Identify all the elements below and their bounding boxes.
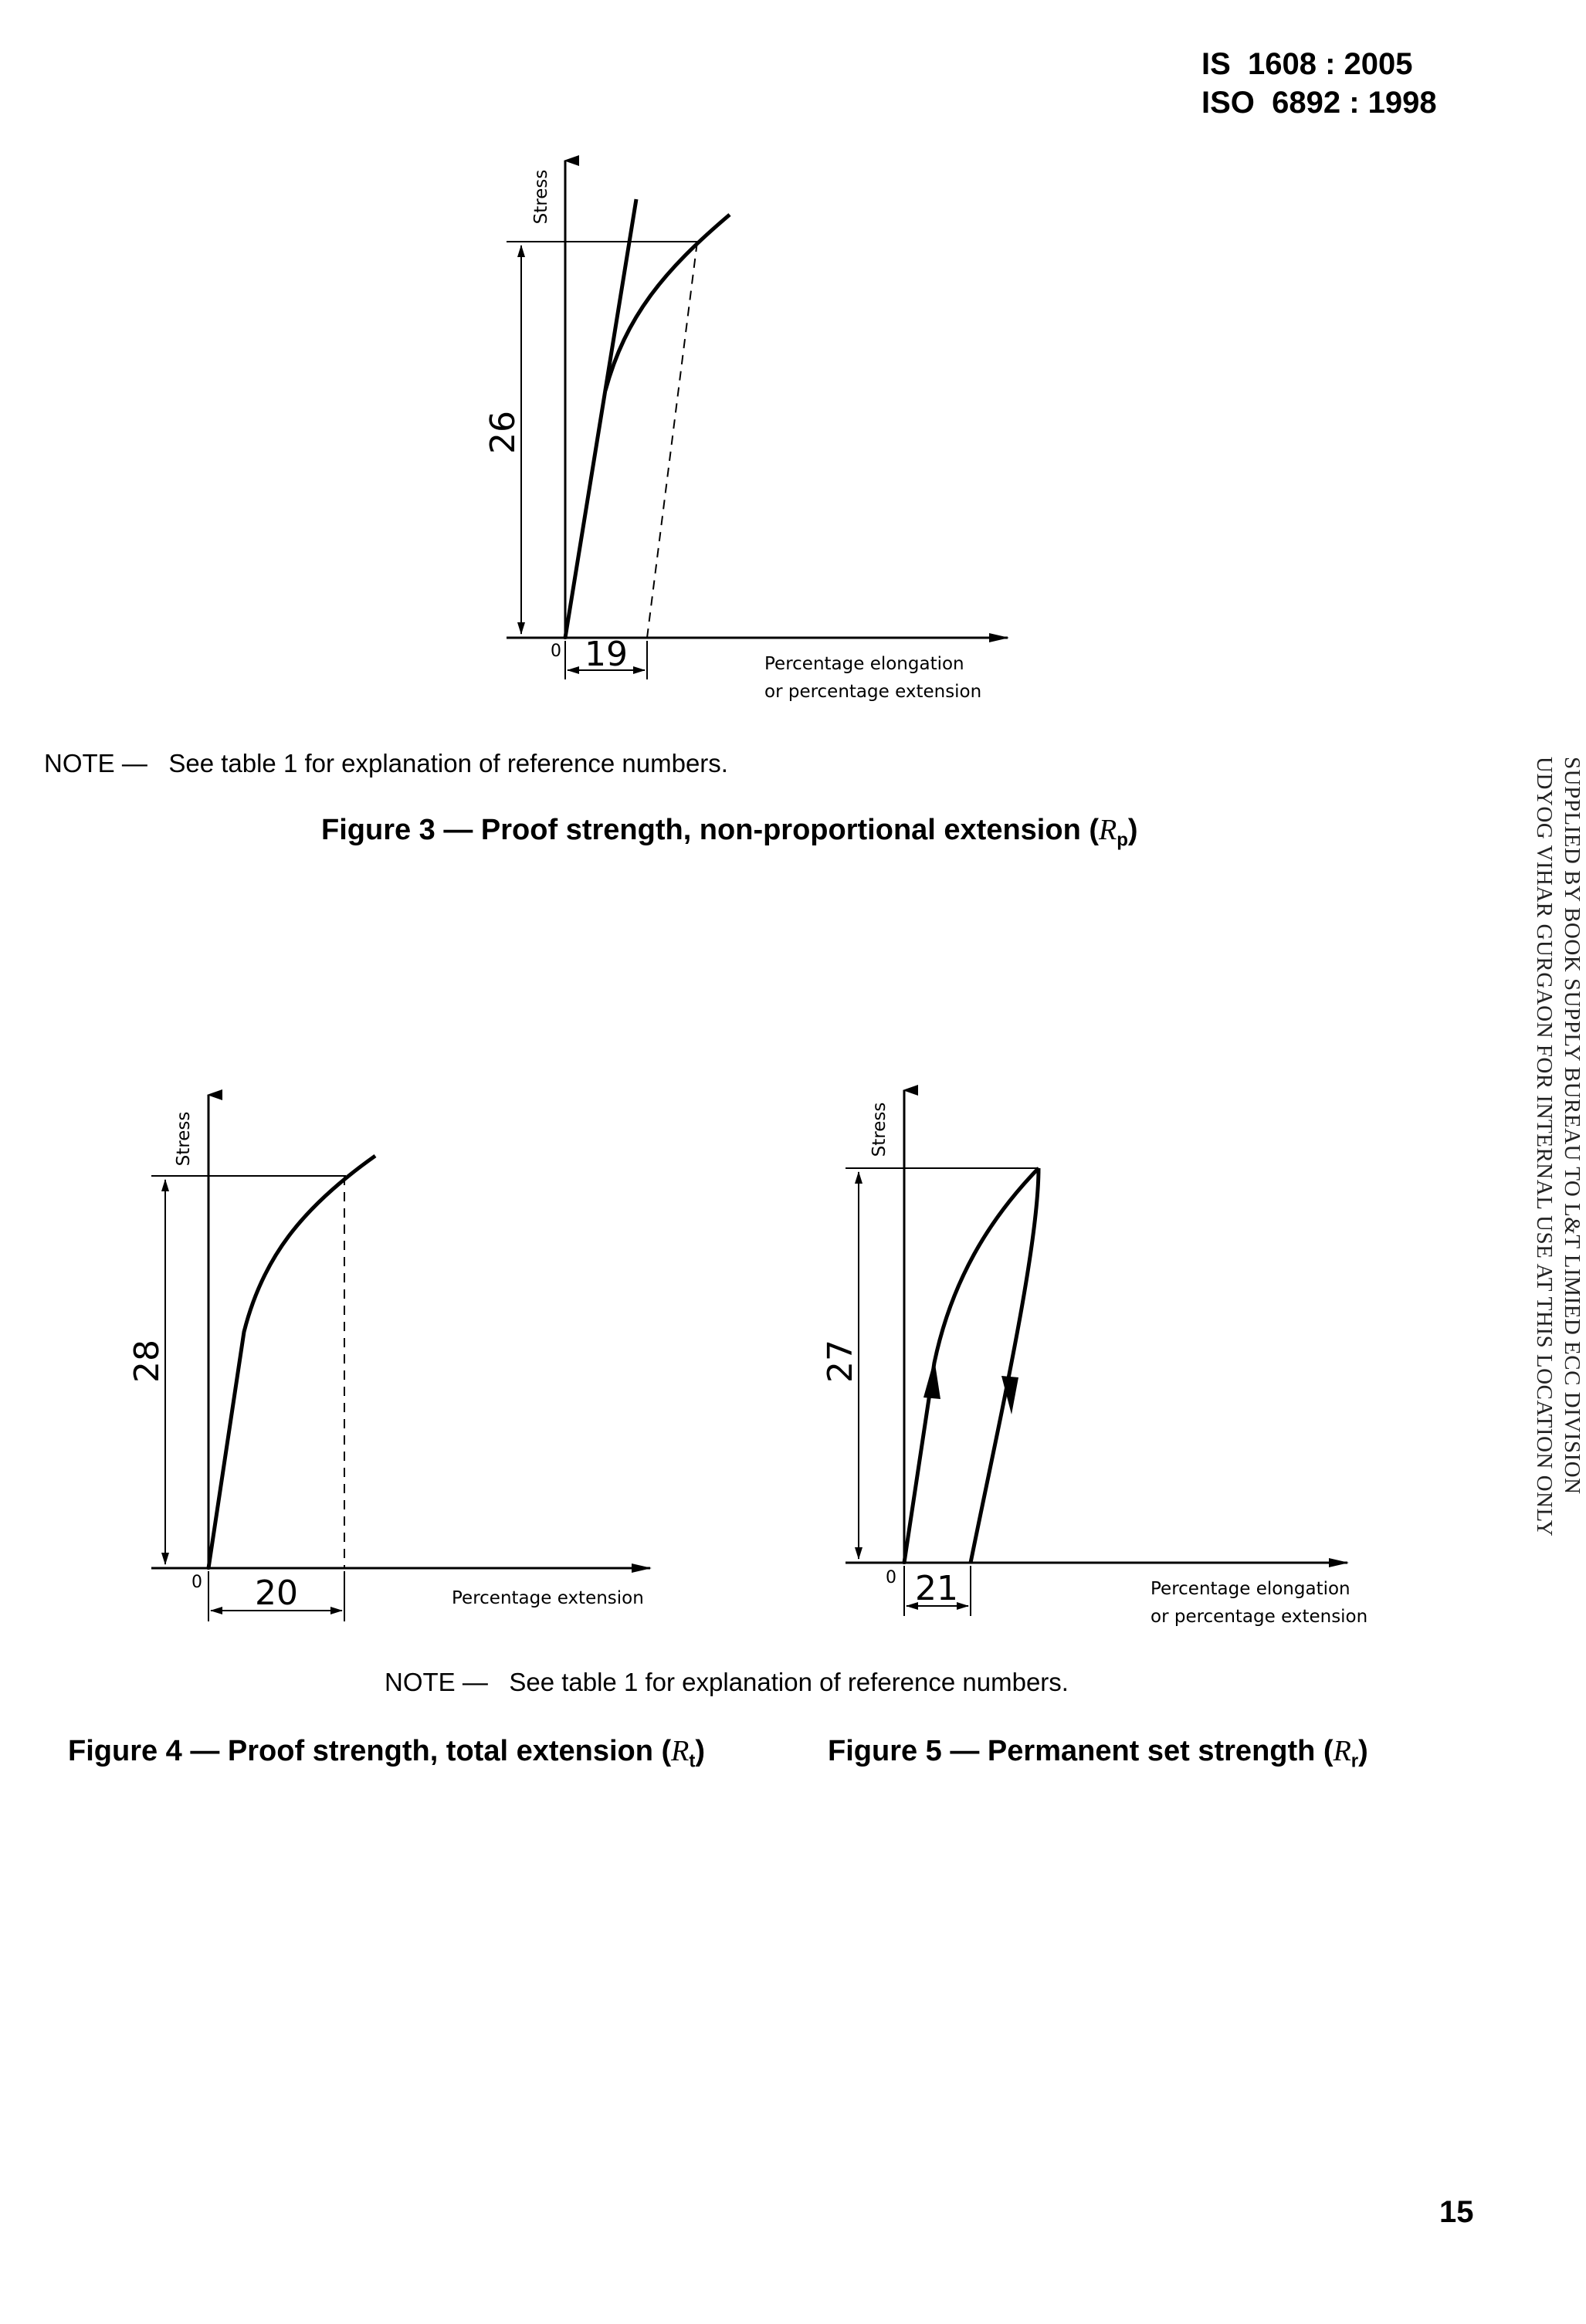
figure-4-caption-subscript: t (689, 1750, 696, 1772)
figure-5-caption-close: ) (1358, 1735, 1368, 1767)
figure-5-caption (828, 1733, 1368, 1780)
fig5-origin-label: 0 (886, 1568, 896, 1587)
standard-iso-number: ISO 6892 : 1998 (1201, 86, 1437, 120)
figure-5-caption-subscript: r (1350, 1750, 1359, 1772)
fig5-unloading-line (971, 1168, 1039, 1563)
fig3-dim-horizontal-number: 19 (585, 635, 628, 674)
fig3-dim-vertical-number: 26 (483, 411, 523, 454)
figure-3-caption-close: ) (1127, 814, 1138, 846)
fig3-proportional-line (565, 199, 636, 638)
fig4-y-axis-label: Stress (174, 1111, 194, 1167)
page-number: 15 (1439, 2195, 1474, 2229)
standard-is-number: IS 1608 : 2005 (1201, 47, 1413, 81)
fig5-dim-vertical-number: 27 (821, 1340, 860, 1383)
figure-4-caption-text: Figure 4 — Proof strength, total extension ( (68, 1735, 672, 1767)
fig3-x-axis-label-line2: or percentage extension (764, 682, 982, 702)
fig5-x-axis-label-line1: Percentage elongation (1151, 1579, 1350, 1599)
fig5-dim-horizontal-number: 21 (915, 1569, 958, 1608)
figure-4-caption (68, 1733, 705, 1780)
fig3-offset-dashed-line (647, 242, 697, 638)
fig4-origin-label: 0 (191, 1573, 202, 1592)
figure-4-caption-close: ) (695, 1735, 706, 1767)
fig3-origin-label: 0 (551, 642, 561, 661)
figure-3-caption (321, 812, 1138, 859)
fig5-loading-curve (904, 1168, 1039, 1563)
supply-notice-sidebar (1530, 757, 1586, 1536)
fig4-dim-vertical-number: 28 (127, 1340, 167, 1383)
fig5-x-axis-label-line2: or percentage extension (1151, 1607, 1368, 1627)
figure-3 (483, 161, 1008, 702)
figure-4 (127, 1095, 650, 1621)
figure-5 (821, 1090, 1367, 1627)
figure-4-caption-symbol: R (671, 1735, 690, 1767)
figure-5-caption-symbol: R (1333, 1735, 1351, 1767)
supply-notice-line2: UDYOG VIHAR GURGAON FOR INTERNAL USE AT THIS LOCATION ONLY (1532, 757, 1557, 1537)
figure-3-caption-text: Figure 3 — Proof strength, non-proportional extension ( (321, 814, 1099, 846)
fig3-y-axis-label: Stress (531, 169, 551, 225)
figure-3-note: NOTE — See table 1 for explanation of reference numbers. (44, 749, 728, 777)
fig4-stress-curve (208, 1156, 375, 1568)
fig5-y-axis-label: Stress (869, 1102, 890, 1157)
fig4-x-axis-label: Percentage extension (452, 1588, 644, 1608)
figures-4-5-note: NOTE — See table 1 for explanation of reference numbers. (385, 1668, 1069, 1696)
fig5-loading-arrow (923, 1359, 940, 1399)
fig3-x-axis-label-line1: Percentage elongation (764, 654, 964, 674)
supply-notice-line1: SUPPLIED BY BOOK SUPPLY BUREAU TO L&T LIMIED ECC DIVISION (1560, 757, 1584, 1495)
figure-3-caption-subscript: p (1117, 829, 1128, 851)
figure-3-caption-symbol: R (1099, 814, 1117, 846)
figure-5-caption-text: Figure 5 — Permanent set strength ( (828, 1735, 1334, 1767)
fig4-dim-horizontal-number: 20 (255, 1574, 298, 1613)
